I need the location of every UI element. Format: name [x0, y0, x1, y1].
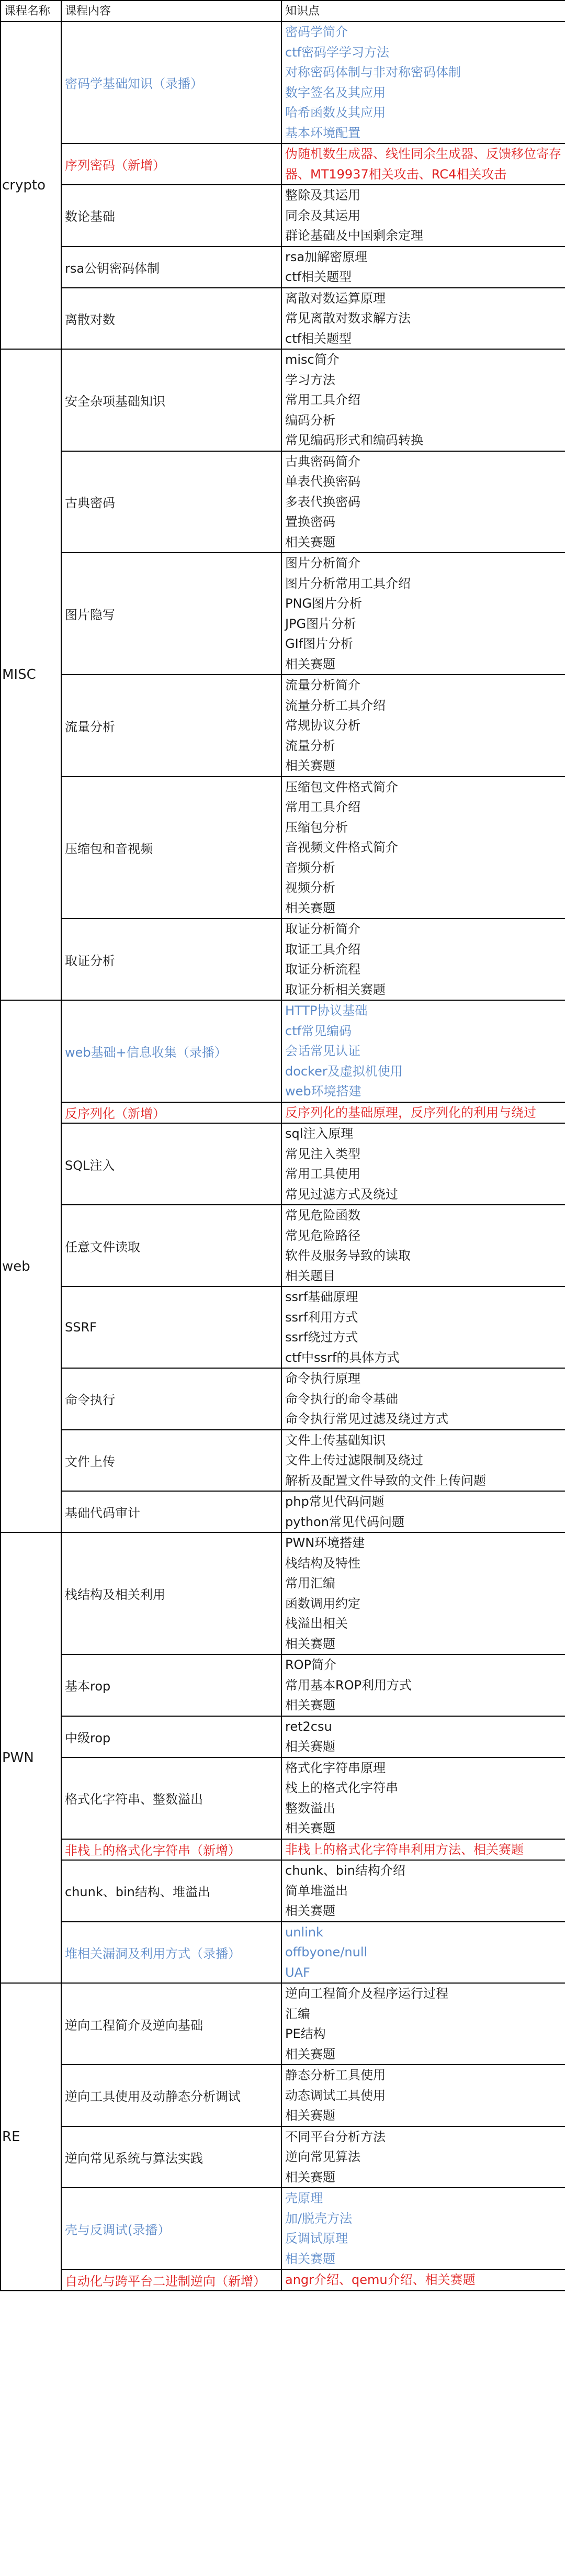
knowledge-points [281, 1757, 565, 1839]
knowledge-point: unlink [285, 1924, 323, 1940]
knowledge-points [281, 777, 565, 919]
knowledge-point: 相关赛题 [285, 1698, 335, 1712]
table-row [1, 185, 565, 247]
knowledge-point: 非栈上的格式化字符串利用方法、相关赛题 [285, 1842, 524, 1857]
course-content: 栈结构及相关利用 [61, 1532, 281, 1654]
knowledge-point: python常见代码问题 [285, 1514, 404, 1529]
course-content: rsa公钥密码体制 [61, 247, 281, 288]
knowledge-points [281, 1000, 565, 1102]
knowledge-point: 常见编码形式和编码转换 [285, 433, 423, 447]
knowledge-point: 群论基础及中国剩余定理 [285, 228, 423, 243]
course-content: 古典密码 [61, 451, 281, 553]
knowledge-point: 取证分析简介 [285, 922, 360, 936]
knowledge-point: 不同平台分析方法 [285, 2129, 386, 2144]
knowledge-points [281, 288, 565, 350]
course-content: 取证分析 [61, 919, 281, 1000]
knowledge-points [281, 2188, 565, 2269]
knowledge-point: angr介绍、qemu介绍、相关赛题 [285, 2272, 476, 2287]
table-row [1, 143, 565, 185]
table-row [1, 1860, 565, 1922]
course-content: 命令执行 [61, 1368, 281, 1430]
knowledge-point: 文件上传过滤限制及绕过 [285, 1453, 423, 1468]
knowledge-point: 相关赛题 [285, 534, 335, 550]
knowledge-points [281, 1922, 565, 1984]
header-knowledge-points: 知识点 [281, 1, 565, 21]
course-content: 流量分析 [61, 675, 281, 777]
course-content: 逆向工具使用及动静态分析调试 [61, 2065, 281, 2126]
course-content: SSRF [61, 1286, 281, 1368]
course-content: SQL注入 [61, 1123, 281, 1205]
knowledge-point: 逆向工程简介及程序运行过程 [285, 1986, 448, 2001]
knowledge-point: 相关赛题 [285, 1821, 335, 1835]
category-name: crypto [1, 21, 61, 349]
knowledge-point: 相关赛题 [285, 2169, 335, 2185]
table-row [1, 247, 565, 288]
knowledge-point: 单表代换密码 [285, 474, 360, 489]
knowledge-point: HTTP协议基础 [285, 1003, 368, 1018]
knowledge-point: offbyone/null [285, 1945, 368, 1959]
knowledge-point: 简单堆溢出 [285, 1883, 348, 1898]
knowledge-point: 取证分析相关赛题 [285, 982, 386, 997]
knowledge-point: misc简介 [285, 352, 340, 367]
knowledge-points [281, 143, 565, 185]
knowledge-point: 常见离散对数求解方法 [285, 311, 411, 326]
knowledge-points [281, 2065, 565, 2126]
table-row [1, 1716, 565, 1757]
category-name: RE [1, 1983, 61, 2291]
knowledge-point: PE结构 [285, 2026, 326, 2041]
course-content: 图片隐写 [61, 553, 281, 675]
knowledge-points [281, 21, 565, 143]
knowledge-point: 栈结构及特性 [285, 1555, 360, 1571]
table-row [1, 349, 565, 451]
table-row [1, 1368, 565, 1430]
knowledge-points [281, 2269, 565, 2291]
knowledge-point: 基本环境配置 [285, 125, 360, 140]
knowledge-points [281, 1102, 565, 1124]
knowledge-point: 流量分析 [285, 738, 335, 753]
table-row [1, 919, 565, 1000]
knowledge-point: PNG图片分析 [285, 596, 363, 611]
table-row [1, 1205, 565, 1286]
table-row [1, 21, 565, 143]
course-content: 堆相关漏洞及利用方式（录播） [61, 1922, 281, 1984]
course-content: web基础+信息收集（录播） [61, 1000, 281, 1102]
knowledge-point: 解析及配置文件导致的文件上传问题 [285, 1473, 486, 1488]
table-row [1, 2126, 565, 2188]
table-row [1, 1286, 565, 1368]
knowledge-point: 常用汇编 [285, 1576, 335, 1591]
knowledge-point: 置换密码 [285, 514, 335, 529]
knowledge-point: 相关赛题 [285, 656, 335, 671]
knowledge-point: 流量分析工具介绍 [285, 698, 386, 713]
category-name: MISC [1, 349, 61, 1000]
knowledge-point: 相关赛题 [285, 900, 335, 915]
table-row [1, 1430, 565, 1492]
knowledge-point: 常用工具使用 [285, 1167, 360, 1181]
course-content: 文件上传 [61, 1430, 281, 1492]
knowledge-point: ret2csu [285, 1719, 332, 1734]
knowledge-points [281, 919, 565, 1000]
header-course-content: 课程内容 [61, 1, 281, 21]
knowledge-point: PWN环境搭建 [285, 1536, 365, 1550]
knowledge-point: ctf相关题型 [285, 270, 352, 284]
knowledge-point: 编码分析 [285, 412, 335, 428]
knowledge-point: 离散对数运算原理 [285, 290, 386, 306]
knowledge-point: 数字签名及其应用 [285, 85, 386, 100]
knowledge-points [281, 349, 565, 451]
knowledge-point: 整数溢出 [285, 1800, 335, 1816]
knowledge-point: ROP简介 [285, 1657, 337, 1672]
knowledge-points [281, 247, 565, 288]
knowledge-point: 伪随机数生成器、线性同余生成器、反馈移位寄存器、MT19937相关攻击、RC4相关攻击 [285, 147, 561, 182]
course-content: 密码学基础知识（录播） [61, 21, 281, 143]
knowledge-point: 命令执行常见过滤及绕过方式 [285, 1412, 448, 1426]
knowledge-point: 逆向常见算法 [285, 2149, 360, 2164]
knowledge-point: 压缩包文件格式简介 [285, 779, 398, 794]
knowledge-point: 常用工具介绍 [285, 800, 360, 814]
knowledge-point: 相关赛题 [285, 1903, 335, 1918]
knowledge-points [281, 1654, 565, 1716]
table-row [1, 1757, 565, 1839]
knowledge-point: 函数调用约定 [285, 1596, 360, 1611]
knowledge-point: 相关题目 [285, 1268, 335, 1283]
knowledge-point: 取证分析流程 [285, 962, 360, 977]
knowledge-point: 动态调试工具使用 [285, 2088, 386, 2103]
table-row [1, 2065, 565, 2126]
course-content: chunk、bin结构、堆溢出 [61, 1860, 281, 1922]
knowledge-point: 命令执行原理 [285, 1371, 360, 1386]
knowledge-point: 加/脱壳方法 [285, 2211, 353, 2226]
course-content: 基础代码审计 [61, 1491, 281, 1532]
knowledge-point: 图片分析简介 [285, 556, 360, 570]
knowledge-points [281, 1205, 565, 1286]
table-row [1, 553, 565, 675]
knowledge-point: 压缩包分析 [285, 820, 348, 835]
course-content: 数论基础 [61, 185, 281, 247]
course-content: 任意文件读取 [61, 1205, 281, 1286]
knowledge-point: 壳原理 [285, 2191, 323, 2205]
knowledge-point: 整除及其运用 [285, 188, 360, 203]
table-row [1, 451, 565, 553]
knowledge-point: ssrf绕过方式 [285, 1330, 358, 1345]
course-content: 压缩包和音视频 [61, 777, 281, 919]
knowledge-point: 会话常见认证 [285, 1044, 360, 1058]
table-row [1, 288, 565, 350]
knowledge-point: 栈溢出相关 [285, 1616, 348, 1631]
table-row [1, 1123, 565, 1205]
knowledge-point: 常见注入类型 [285, 1146, 360, 1161]
course-content: 逆向常见系统与算法实践 [61, 2126, 281, 2188]
knowledge-points [281, 2126, 565, 2188]
knowledge-points [281, 1430, 565, 1492]
knowledge-point: 静态分析工具使用 [285, 2068, 386, 2082]
knowledge-points [281, 1286, 565, 1368]
knowledge-point: 反序列化的基础原理，反序列化的利用与绕过 [285, 1105, 536, 1120]
knowledge-point: 相关赛题 [285, 1636, 335, 1651]
course-content: 自动化与跨平台二进制逆向（新增） [61, 2269, 281, 2291]
knowledge-point: 常见危险路径 [285, 1228, 360, 1243]
category-name: PWN [1, 1532, 61, 1983]
table-row [1, 1654, 565, 1716]
course-content: 安全杂项基础知识 [61, 349, 281, 451]
table-row [1, 1532, 565, 1654]
knowledge-points [281, 1839, 565, 1861]
knowledge-point: 学习方法 [285, 372, 335, 387]
knowledge-point: web环境搭建 [285, 1084, 361, 1099]
knowledge-point: ssrf基础原理 [285, 1290, 358, 1304]
course-content: 基本rop [61, 1654, 281, 1716]
knowledge-points [281, 1860, 565, 1922]
knowledge-point: 取证工具介绍 [285, 942, 360, 957]
knowledge-point: 哈希函数及其应用 [285, 105, 386, 120]
knowledge-point: chunk、bin结构介绍 [285, 1863, 405, 1878]
table-row [1, 2269, 565, 2291]
knowledge-point: php常见代码问题 [285, 1494, 385, 1509]
knowledge-point: 相关赛题 [285, 758, 335, 773]
knowledge-points [281, 1532, 565, 1654]
course-content: 离散对数 [61, 288, 281, 350]
knowledge-point: ssrf利用方式 [285, 1309, 358, 1325]
knowledge-point: 相关赛题 [285, 1739, 335, 1754]
knowledge-points [281, 675, 565, 777]
knowledge-point: 命令执行的命令基础 [285, 1391, 398, 1406]
knowledge-point: 同余及其运用 [285, 208, 360, 223]
knowledge-point: 栈上的格式化字符串 [285, 1780, 398, 1795]
header-row [1, 1, 565, 21]
knowledge-points [281, 1983, 565, 2065]
category-name: web [1, 1000, 61, 1532]
knowledge-point: ctf中ssrf的具体方式 [285, 1350, 400, 1365]
table-body [1, 21, 565, 2291]
table-row [1, 1839, 565, 1861]
knowledge-point: 常见过滤方式及绕过 [285, 1186, 398, 1202]
knowledge-point: 软件及服务导致的读取 [285, 1248, 411, 1263]
knowledge-point: 常见危险函数 [285, 1208, 360, 1223]
knowledge-point: 常用基本ROP利用方式 [285, 1677, 412, 1693]
knowledge-point: 反调试原理 [285, 2231, 348, 2246]
knowledge-point: JPG图片分析 [285, 616, 357, 631]
knowledge-point: 多表代换密码 [285, 494, 360, 509]
knowledge-point: sql注入原理 [285, 1126, 354, 1141]
course-content: 反序列化（新增） [61, 1102, 281, 1124]
knowledge-point: ctf相关题型 [285, 331, 352, 346]
table-row [1, 1922, 565, 1984]
course-content: 逆向工程简介及逆向基础 [61, 1983, 281, 2065]
knowledge-point: 汇编 [285, 2006, 310, 2021]
table-row [1, 675, 565, 777]
knowledge-points [281, 1123, 565, 1205]
table-row [1, 777, 565, 919]
table-row [1, 1491, 565, 1532]
knowledge-point: ctf密码学学习方法 [285, 44, 390, 60]
knowledge-points [281, 1716, 565, 1757]
knowledge-point: rsa加解密原理 [285, 249, 368, 264]
knowledge-points [281, 451, 565, 553]
knowledge-points [281, 1491, 565, 1532]
table-row [1, 1983, 565, 2065]
knowledge-point: 相关赛题 [285, 2251, 335, 2266]
knowledge-point: 流量分析简介 [285, 678, 360, 692]
knowledge-point: 相关赛题 [285, 2108, 335, 2123]
table-row [1, 1102, 565, 1124]
knowledge-point: GIf图片分析 [285, 636, 354, 651]
course-content: 序列密码（新增） [61, 143, 281, 185]
knowledge-point: UAF [285, 1965, 310, 1980]
header-course-name: 课程名称 [1, 1, 61, 21]
knowledge-point: docker及虚拟机使用 [285, 1063, 403, 1079]
table-row [1, 1000, 565, 1102]
course-content: 壳与反调试(录播） [61, 2188, 281, 2269]
knowledge-points [281, 1368, 565, 1430]
course-content: 非栈上的格式化字符串（新增） [61, 1839, 281, 1861]
knowledge-point: 密码学简介 [285, 25, 348, 39]
knowledge-points [281, 553, 565, 675]
knowledge-point: 视频分析 [285, 880, 335, 895]
table-row [1, 2188, 565, 2269]
course-content: 中级rop [61, 1716, 281, 1757]
knowledge-point: 音视频文件格式简介 [285, 840, 398, 855]
knowledge-point: 对称密码体制与非对称密码体制 [285, 65, 461, 80]
knowledge-point: 文件上传基础知识 [285, 1432, 386, 1448]
knowledge-point: 格式化字符串原理 [285, 1760, 386, 1775]
knowledge-point: 常用工具介绍 [285, 393, 360, 407]
knowledge-point: 相关赛题 [285, 2046, 335, 2062]
knowledge-point: 古典密码简介 [285, 454, 360, 469]
knowledge-point: 图片分析常用工具介绍 [285, 576, 411, 591]
knowledge-point: 音频分析 [285, 860, 335, 875]
knowledge-point: 常规协议分析 [285, 718, 360, 733]
knowledge-point: ctf常见编码 [285, 1023, 352, 1038]
course-content: 格式化字符串、整数溢出 [61, 1757, 281, 1839]
knowledge-points [281, 185, 565, 247]
